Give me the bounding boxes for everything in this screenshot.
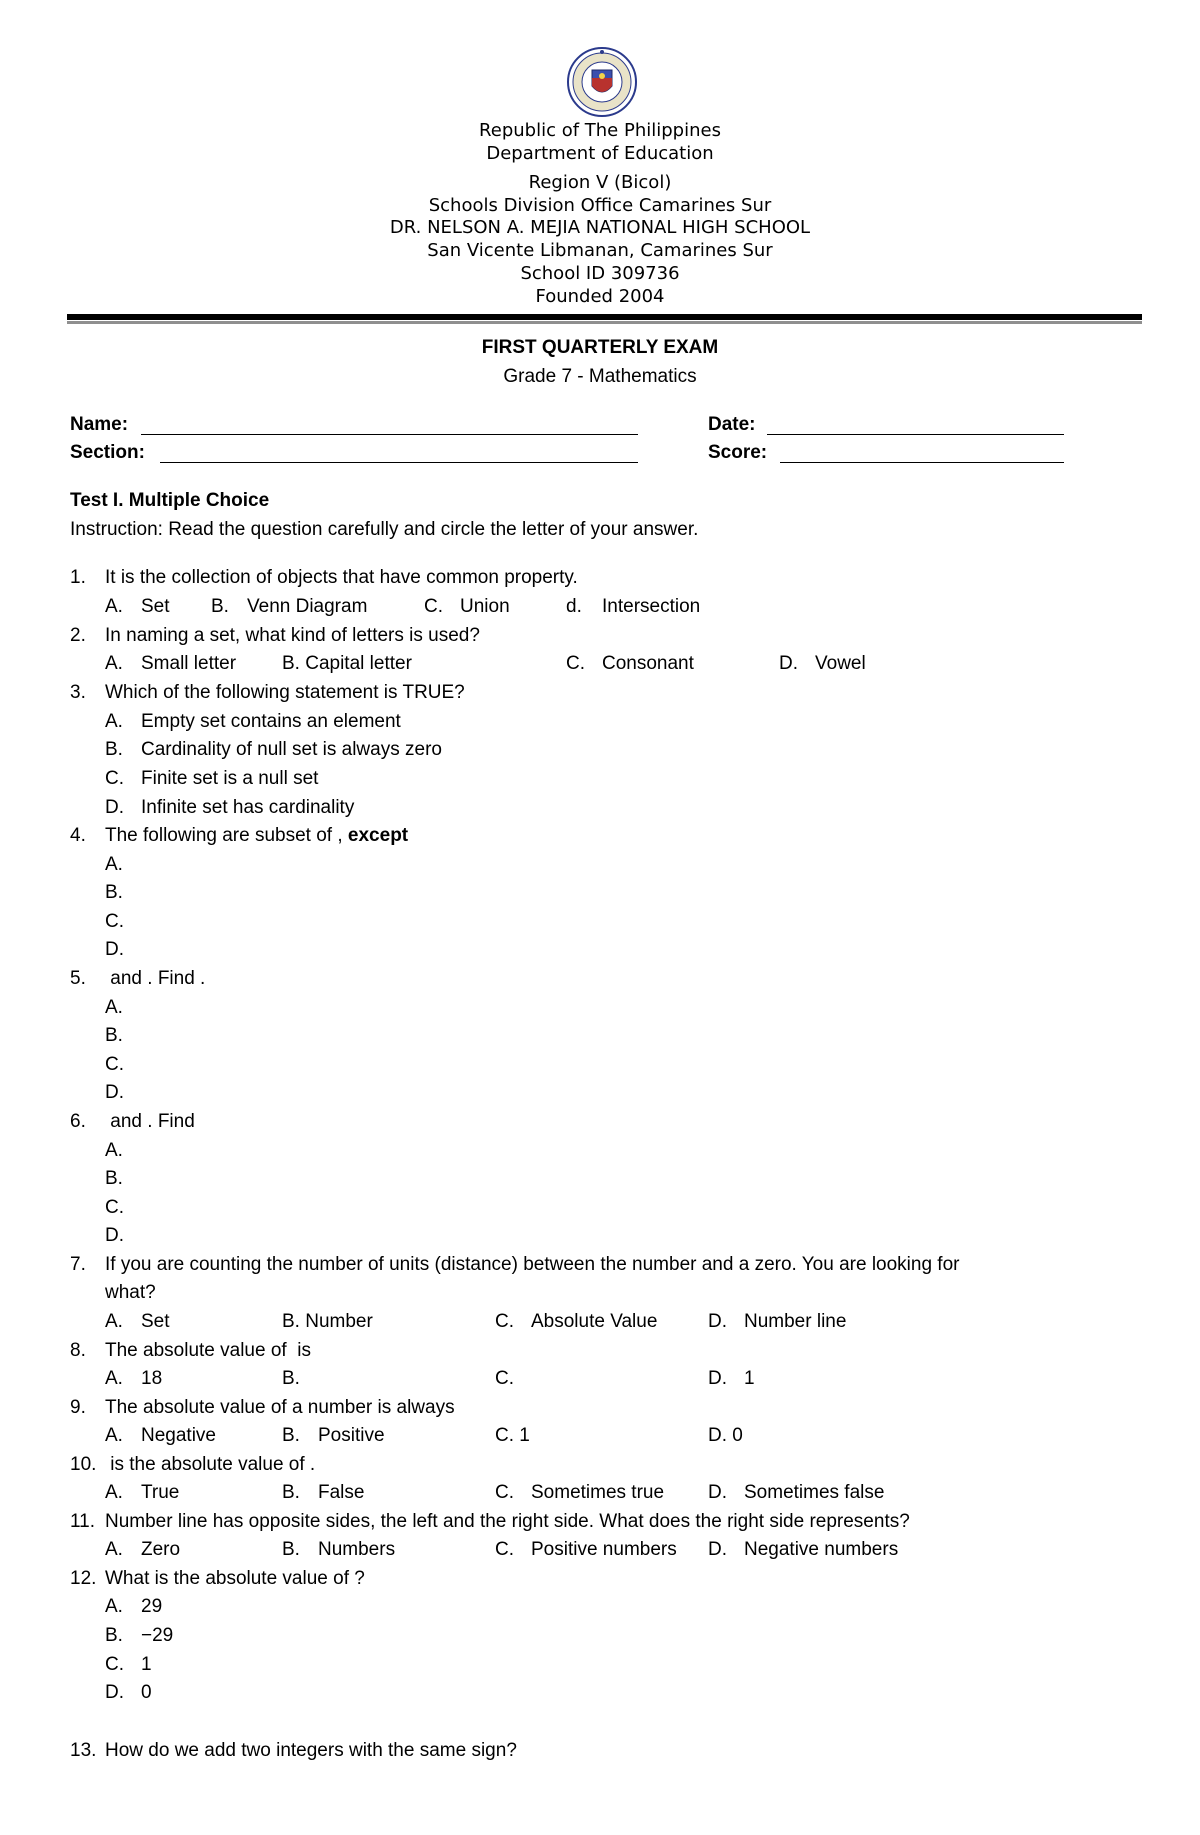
question-number: 8. xyxy=(70,1340,86,1361)
question-text-continued: what? xyxy=(105,1282,156,1303)
choice-text: Sometimes false xyxy=(744,1482,885,1503)
choice-text: Venn Diagram xyxy=(247,596,368,617)
school-id: School ID 309736 xyxy=(520,263,680,284)
choice-c[interactable] xyxy=(105,1654,152,1676)
choice-a[interactable]: A. xyxy=(105,997,123,1018)
choice-letter: B. xyxy=(282,1425,300,1446)
choice-d[interactable] xyxy=(708,1311,846,1333)
question-emphasis: except xyxy=(347,825,409,846)
choice-letter: D. xyxy=(779,653,798,674)
question-text: What is the absolute value of ? xyxy=(105,1568,365,1589)
choice-text: 1 xyxy=(141,1654,152,1675)
choice-letter: C. xyxy=(495,1311,514,1332)
choice-text: Negative numbers xyxy=(744,1539,899,1560)
choice-text: −29 xyxy=(141,1625,174,1646)
choice-letter: C. xyxy=(105,1654,124,1675)
school-name: DR. NELSON A. MEJIA NATIONAL HIGH SCHOOL xyxy=(389,217,811,238)
choice-b[interactable] xyxy=(105,739,442,761)
choice-text: Cardinality of null set is always zero xyxy=(141,739,442,760)
choice-d[interactable] xyxy=(105,1682,152,1704)
choice-a[interactable] xyxy=(105,711,401,733)
section-label: Section: xyxy=(70,442,145,463)
question-text: In naming a set, what kind of letters is used? xyxy=(105,625,480,646)
choice-text: Numbers xyxy=(318,1539,396,1560)
choice-a[interactable]: A. xyxy=(105,854,123,875)
choice-letter: A. xyxy=(105,1368,123,1389)
question-number: 9. xyxy=(70,1397,86,1418)
choice-d[interactable]: D. xyxy=(105,1082,124,1103)
choice-d[interactable] xyxy=(708,1539,898,1561)
choice-text: Intersection xyxy=(602,596,701,617)
choice-letter: D. xyxy=(708,1311,727,1332)
question-number: 2. xyxy=(70,625,86,646)
choice-letter: B. xyxy=(282,1539,300,1560)
choice-b[interactable]: B. Capital letter xyxy=(282,653,412,674)
choice-d[interactable]: D. xyxy=(105,939,124,960)
choice-text: 29 xyxy=(141,1596,163,1617)
deped-seal-icon xyxy=(566,46,638,118)
choice-text: Negative xyxy=(141,1425,216,1446)
choice-b[interactable]: B. xyxy=(105,882,123,903)
choice-letter: A. xyxy=(105,653,123,674)
choice-letter: A. xyxy=(105,1311,123,1332)
date-field[interactable] xyxy=(767,434,1064,435)
department-title: Department of Education xyxy=(486,143,714,164)
choice-a[interactable] xyxy=(105,1539,180,1561)
question-text: is the absolute value of . xyxy=(105,1454,316,1475)
choice-letter: A. xyxy=(105,1596,123,1617)
choice-a[interactable] xyxy=(105,1425,216,1447)
choice-c[interactable] xyxy=(566,653,694,675)
choice-text: Vowel xyxy=(815,653,866,674)
choice-a[interactable] xyxy=(105,1311,170,1333)
test-heading: Test I. Multiple Choice xyxy=(70,490,270,511)
choice-text: False xyxy=(318,1482,365,1503)
choice-letter: A. xyxy=(105,1482,123,1503)
choice-b[interactable] xyxy=(282,1539,395,1561)
choice-d[interactable]: D. xyxy=(105,1225,124,1246)
test-instruction: Instruction: Read the question carefully and circle the letter of your answer. xyxy=(70,519,699,540)
choice-a[interactable] xyxy=(105,1368,162,1390)
choice-text: Number line xyxy=(744,1311,847,1332)
header-divider xyxy=(67,314,1142,320)
choice-c[interactable] xyxy=(105,768,318,790)
choice-a[interactable] xyxy=(105,1596,162,1618)
question-text: and . Find xyxy=(105,1111,195,1132)
choice-c[interactable]: C. xyxy=(495,1368,514,1389)
question-number: 6. xyxy=(70,1111,86,1132)
score-label: Score: xyxy=(708,442,768,463)
choice-d[interactable] xyxy=(779,653,866,675)
choice-c[interactable]: C. xyxy=(105,1054,124,1075)
header-divider-shadow xyxy=(67,321,1142,324)
question-number: 5. xyxy=(70,968,86,989)
choice-letter: C. xyxy=(495,1482,514,1503)
choice-letter: C. xyxy=(495,1539,514,1560)
choice-text: Positive numbers xyxy=(531,1539,677,1560)
choice-letter: D. xyxy=(708,1539,727,1560)
choice-text: Consonant xyxy=(602,653,694,674)
choice-text: True xyxy=(141,1482,180,1503)
question-number: 3. xyxy=(70,682,86,703)
choice-letter: D. xyxy=(105,1682,124,1703)
choice-text: Small letter xyxy=(141,653,237,674)
choice-c[interactable] xyxy=(424,596,510,618)
choice-text: Infinite set has cardinality xyxy=(141,797,355,818)
choice-letter: A. xyxy=(105,1425,123,1446)
choice-text: Set xyxy=(141,596,170,617)
choice-c[interactable]: C. xyxy=(105,911,124,932)
division-text: Schools Division Office Camarines Sur xyxy=(428,195,772,216)
choice-c[interactable] xyxy=(495,1311,657,1333)
choice-letter: C. xyxy=(424,596,443,617)
date-label: Date: xyxy=(708,414,756,435)
choice-letter: d. xyxy=(566,596,582,617)
choice-a[interactable] xyxy=(105,1482,179,1504)
choice-a[interactable]: A. xyxy=(105,1140,123,1161)
choice-a[interactable] xyxy=(105,596,170,618)
question-number: 10. xyxy=(70,1454,97,1475)
founded-text: Founded 2004 xyxy=(535,286,665,307)
choice-text: 0 xyxy=(141,1682,152,1703)
question-text: If you are counting the number of units (distance) between the number and a zero. You are looking for xyxy=(105,1254,960,1275)
choice-letter: B. xyxy=(105,739,123,760)
choice-d[interactable]: D. 0 xyxy=(708,1425,743,1446)
exam-title: FIRST QUARTERLY EXAM xyxy=(481,337,719,358)
choice-text: Absolute Value xyxy=(531,1311,658,1332)
choice-d[interactable] xyxy=(708,1368,755,1390)
question-text: and . Find . xyxy=(105,968,206,989)
name-label: Name: xyxy=(70,414,129,435)
choice-text: 18 xyxy=(141,1368,163,1389)
question-text-main: The following are subset of , xyxy=(105,825,348,846)
question-text xyxy=(105,825,408,847)
question-text: The absolute value of is xyxy=(105,1340,311,1361)
question-text: How do we add two integers with the same sign? xyxy=(105,1740,517,1761)
choice-b[interactable] xyxy=(282,1482,364,1504)
choice-a[interactable] xyxy=(105,653,236,675)
question-number: 4. xyxy=(70,825,86,846)
choice-text: Positive xyxy=(318,1425,385,1446)
question-number: 12. xyxy=(70,1568,97,1589)
choice-c[interactable]: C. xyxy=(105,1197,124,1218)
choice-text: Sometimes true xyxy=(531,1482,665,1503)
question-number: 13. xyxy=(70,1740,97,1761)
question-text: Number line has opposite sides, the left and the right side. What does the right side represents? xyxy=(105,1511,910,1532)
question-number: 7. xyxy=(70,1254,86,1275)
choice-letter: D. xyxy=(708,1482,727,1503)
question-text: It is the collection of objects that have common property. xyxy=(105,567,578,588)
choice-d[interactable] xyxy=(105,797,354,819)
choice-letter: C. xyxy=(105,768,124,789)
choice-c[interactable]: C. 1 xyxy=(495,1425,530,1446)
choice-b[interactable]: B. xyxy=(105,1025,123,1046)
choice-d[interactable] xyxy=(566,596,700,618)
choice-text: 1 xyxy=(744,1368,755,1389)
choice-letter: A. xyxy=(105,1539,123,1560)
name-field[interactable] xyxy=(141,434,638,435)
question-text: Which of the following statement is TRUE? xyxy=(105,682,465,703)
choice-b[interactable] xyxy=(282,1425,385,1447)
republic-text: Republic of The Philippines xyxy=(479,120,721,141)
choice-text: Zero xyxy=(141,1539,181,1560)
region-text: Region V (Bicol) xyxy=(528,172,672,193)
choice-letter: D. xyxy=(105,797,124,818)
question-number: 1. xyxy=(70,567,86,588)
choice-b[interactable]: B. xyxy=(105,1168,123,1189)
score-field[interactable] xyxy=(780,462,1064,463)
section-field[interactable] xyxy=(160,462,638,463)
choice-text: Set xyxy=(141,1311,170,1332)
question-text: The absolute value of a number is always xyxy=(105,1397,455,1418)
choice-text: Finite set is a null set xyxy=(141,768,319,789)
choice-letter: C. xyxy=(566,653,585,674)
choice-letter: A. xyxy=(105,711,123,732)
school-address: San Vicente Libmanan, Camarines Sur xyxy=(427,240,773,261)
choice-b[interactable]: B. xyxy=(282,1368,300,1389)
choice-letter: B. xyxy=(282,1482,300,1503)
choice-letter: D. xyxy=(708,1368,727,1389)
choice-c[interactable] xyxy=(495,1539,677,1561)
choice-d[interactable] xyxy=(708,1482,884,1504)
question-number: 11. xyxy=(70,1511,96,1532)
choice-b[interactable]: B. Number xyxy=(282,1311,373,1332)
choice-letter: A. xyxy=(105,596,123,617)
exam-subtitle: Grade 7 - Mathematics xyxy=(503,366,697,387)
choice-letter: B. xyxy=(211,596,229,617)
choice-c[interactable] xyxy=(495,1482,664,1504)
choice-b[interactable] xyxy=(211,596,367,618)
choice-text: Union xyxy=(460,596,510,617)
choice-text: Empty set contains an element xyxy=(141,711,401,732)
choice-b[interactable] xyxy=(105,1625,173,1647)
choice-letter: B. xyxy=(105,1625,123,1646)
